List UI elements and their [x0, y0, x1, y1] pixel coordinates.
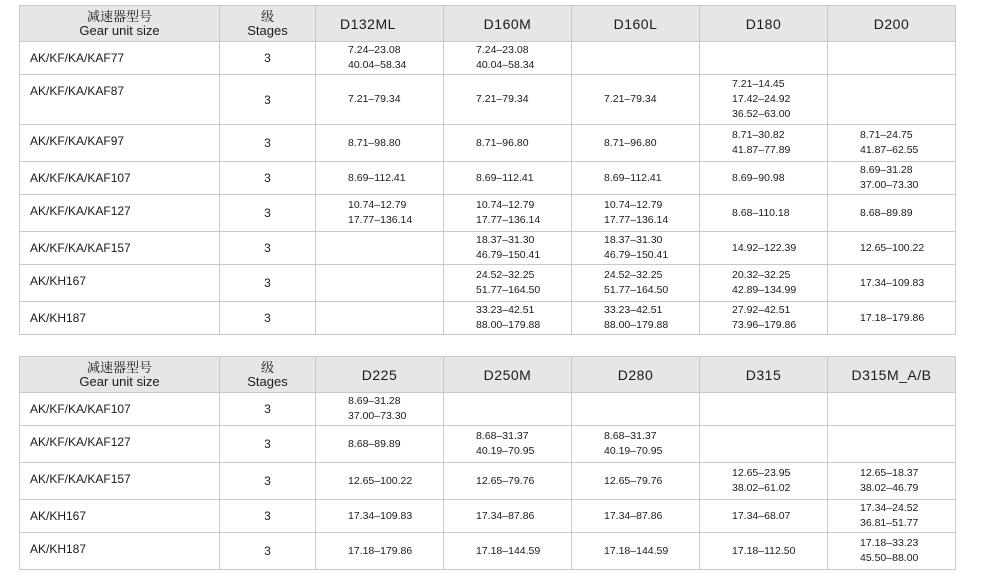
ratio-range: 12.65–79.76: [476, 474, 535, 487]
ratio-range: 17.18–33.23: [860, 537, 919, 549]
ratio-range-cell: [572, 533, 700, 570]
gear-unit-model: AK/KF/KA/KAF107: [20, 162, 220, 195]
stages-en: Stages: [247, 22, 288, 38]
gear-unit-size-header: [20, 357, 220, 393]
ratio-range: 7.21–14.45: [732, 78, 785, 90]
ratio-range: 17.77–136.14: [604, 214, 669, 226]
ratio-range: 38.02–61.02: [732, 482, 791, 494]
ratio-range-cell: [828, 162, 956, 195]
table-row: [20, 265, 956, 302]
table-row: [20, 302, 956, 335]
motor-header: D160M: [444, 6, 572, 42]
ratio-range: 40.19–70.95: [476, 445, 535, 457]
ratio-range: 17.77–136.14: [348, 214, 413, 226]
ratio-range: 8.68–89.89: [348, 437, 401, 450]
table-row: [20, 533, 956, 570]
ratio-range: 41.87–62.55: [860, 144, 919, 156]
ratio-range: 8.71–30.82: [732, 129, 785, 141]
ratio-range-cell: [572, 302, 700, 335]
ratio-range: 8.69–112.41: [476, 171, 534, 184]
header-row: [20, 357, 956, 393]
table-row: [20, 162, 956, 195]
ratio-range-cell: [700, 75, 828, 125]
table-row: [20, 393, 956, 426]
ratio-range: 40.04–58.34: [348, 59, 407, 71]
stages-value: 3: [220, 393, 316, 426]
ratio-range: 17.18–179.86: [348, 544, 413, 557]
motor-header: D250M: [444, 357, 572, 393]
ratio-range-cell: [700, 533, 828, 570]
ratio-range-cell: [828, 500, 956, 533]
ratio-range-cell: [444, 195, 572, 232]
gear-unit-model: AK/KH187: [20, 302, 220, 335]
ratio-range: 33.23–42.51: [476, 304, 535, 316]
stages-en: Stages: [247, 373, 288, 389]
ratio-range-cell: [700, 125, 828, 162]
motor-header: D225: [316, 357, 444, 393]
ratio-range: 36.52–63.00: [732, 108, 791, 120]
gear-unit-model: AK/KF/KA/KAF107: [20, 393, 220, 426]
stages-value: 3: [220, 533, 316, 570]
ratio-range: 20.32–32.25: [732, 269, 791, 281]
ratio-range-cell: [444, 533, 572, 570]
ratio-range-cell: [444, 426, 572, 463]
ratio-range-cell: [444, 42, 572, 75]
ratio-range: 17.18–144.59: [604, 544, 669, 557]
header-row: [20, 6, 956, 42]
ratio-range-cell: [444, 302, 572, 335]
ratio-range: 8.68–110.18: [732, 206, 790, 219]
ratio-range: 46.79–150.41: [604, 249, 669, 261]
ratio-range: 7.24–23.08: [476, 44, 529, 56]
ratio-range-cell: [828, 232, 956, 265]
ratio-range-cell: [700, 162, 828, 195]
motor-header: D315: [700, 357, 828, 393]
gear-unit-model: AK/KF/KA/KAF87: [20, 75, 220, 125]
ratio-range: 38.02–46.79: [860, 482, 919, 494]
ratio-range-cell: [572, 265, 700, 302]
ratio-range: 8.68–89.89: [860, 206, 913, 219]
ratio-range: 40.04–58.34: [476, 59, 535, 71]
ratio-range: 8.71–98.80: [348, 136, 401, 149]
gear-unit-model: AK/KH187: [20, 533, 220, 570]
ratio-range-cell: [444, 162, 572, 195]
gear-unit-model: AK/KF/KA/KAF127: [20, 426, 220, 463]
ratio-range-cell: [828, 125, 956, 162]
ratio-range-cell: [572, 125, 700, 162]
ratio-range: 37.00–73.30: [860, 179, 919, 191]
ratio-range-cell: [828, 75, 956, 125]
table-row: [20, 426, 956, 463]
ratio-range-cell: [700, 463, 828, 500]
ratio-range: 12.65–23.95: [732, 467, 791, 479]
table-row: [20, 232, 956, 265]
stages-value: 3: [220, 162, 316, 195]
ratio-range-cell: [572, 232, 700, 265]
ratio-range: 7.24–23.08: [348, 44, 401, 56]
ratio-range: 17.77–136.14: [476, 214, 541, 226]
gear-unit-model: AK/KF/KA/KAF157: [20, 232, 220, 265]
ratio-range: 12.65–18.37: [860, 467, 919, 479]
ratio-range-cell: [828, 463, 956, 500]
stages-value: 3: [220, 302, 316, 335]
stages-value: 3: [220, 463, 316, 500]
ratio-range: 24.52–32.25: [476, 269, 535, 281]
ratio-range-cell: [444, 125, 572, 162]
ratio-range-cell: [316, 195, 444, 232]
gear-unit-model: AK/KF/KA/KAF157: [20, 463, 220, 500]
ratio-range: 7.21–79.34: [476, 93, 529, 105]
gear-unit-size-cn: 减速器型号: [86, 359, 152, 375]
ratio-range-cell: [444, 265, 572, 302]
ratio-range: 10.74–12.79: [604, 199, 663, 211]
stages-value: 3: [220, 232, 316, 265]
gear-unit-model: AK/KF/KA/KAF77: [20, 42, 220, 75]
ratio-range: 51.77–164.50: [476, 284, 541, 296]
ratio-range: 88.00–179.88: [476, 319, 541, 331]
ratio-range-cell: [828, 533, 956, 570]
ratio-range-cell: [316, 42, 444, 75]
stages-cn: 级: [260, 359, 274, 375]
ratio-range: 10.74–12.79: [476, 199, 535, 211]
ratio-range: 51.77–164.50: [604, 284, 669, 296]
motor-header: D160L: [572, 6, 700, 42]
ratio-range: 12.65–100.22: [348, 474, 413, 487]
ratio-range-cell: [572, 195, 700, 232]
ratio-range: 45.50–88.00: [860, 552, 919, 564]
motor-header: D200: [828, 6, 956, 42]
ratio-range-cell: [316, 232, 444, 265]
table-row: [20, 500, 956, 533]
ratio-range-cell: [316, 162, 444, 195]
ratio-range: 36.81–51.77: [860, 517, 919, 529]
ratio-range-cell: [700, 195, 828, 232]
ratio-range-cell: [444, 232, 572, 265]
ratio-range: 8.69–31.28: [348, 395, 401, 407]
ratio-range: 42.89–134.99: [732, 284, 797, 296]
ratio-range-cell: [828, 265, 956, 302]
stages-header: [220, 357, 316, 393]
ratio-range: 8.69–31.28: [860, 164, 913, 176]
ratio-range-cell: [572, 393, 700, 426]
ratio-range: 7.21–79.34: [604, 93, 657, 105]
ratio-range: 37.00–73.30: [348, 410, 407, 422]
ratio-range-cell: [828, 302, 956, 335]
ratio-range: 73.96–179.86: [732, 319, 797, 331]
gear-unit-model: AK/KF/KA/KAF127: [20, 195, 220, 232]
ratio-range-cell: [700, 393, 828, 426]
ratio-range: 8.71–24.75: [860, 129, 913, 141]
ratio-range: 18.37–31.30: [604, 234, 663, 246]
ratio-range-cell: [316, 533, 444, 570]
gear-unit-model: AK/KH167: [20, 265, 220, 302]
ratio-range: 17.34–109.83: [860, 276, 925, 289]
ratio-range-cell: [700, 500, 828, 533]
ratio-range: 17.18–144.59: [476, 544, 541, 557]
ratio-range-cell: [444, 393, 572, 426]
ratio-range: 8.69–90.98: [732, 171, 785, 184]
ratio-range-cell: [700, 265, 828, 302]
ratio-range-cell: [316, 500, 444, 533]
ratio-range: 17.18–112.50: [732, 544, 796, 557]
ratio-range: 8.71–96.80: [476, 136, 529, 149]
ratio-range-cell: [316, 426, 444, 463]
ratio-range: 14.92–122.39: [732, 241, 797, 254]
ratio-range-cell: [700, 302, 828, 335]
table-row: [20, 195, 956, 232]
stages-cn: 级: [260, 8, 274, 24]
motor-header: D132ML: [316, 6, 444, 42]
motor-header: D315M_A/B: [828, 357, 956, 393]
ratio-range-cell: [572, 463, 700, 500]
gear-unit-size-header: [20, 6, 220, 42]
ratio-range: 18.37–31.30: [476, 234, 535, 246]
stages-value: 3: [220, 265, 316, 302]
ratio-range: 24.52–32.25: [604, 269, 663, 281]
stages-value: 3: [220, 125, 316, 162]
table-body: [20, 42, 956, 335]
ratio-range-cell: [316, 302, 444, 335]
stages-value: 3: [220, 75, 316, 125]
ratio-table-1: [19, 5, 956, 335]
ratio-range: 17.18–179.86: [860, 311, 925, 324]
ratio-range: 12.65–79.76: [604, 474, 663, 487]
gear-unit-size-en: Gear unit size: [79, 373, 160, 389]
ratio-range: 8.71–96.80: [604, 136, 657, 149]
ratio-range-cell: [828, 426, 956, 463]
ratio-range: 88.00–179.88: [604, 319, 669, 331]
stages-value: 3: [220, 195, 316, 232]
ratio-range-cell: [828, 393, 956, 426]
stages-value: 3: [220, 42, 316, 75]
ratio-range-cell: [444, 500, 572, 533]
ratio-range: 8.68–31.37: [604, 430, 657, 442]
ratio-range-cell: [444, 463, 572, 500]
ratio-range: 7.21–79.34: [348, 93, 401, 105]
gear-unit-size-cn: 减速器型号: [86, 8, 152, 24]
gear-unit-model: AK/KF/KA/KAF97: [20, 125, 220, 162]
table-row: [20, 42, 956, 75]
ratio-range-cell: [572, 500, 700, 533]
ratio-range: 10.74–12.79: [348, 199, 407, 211]
ratio-range: 17.34–68.07: [732, 509, 791, 522]
ratio-range: 8.69–112.41: [604, 171, 662, 184]
ratio-range: 17.34–24.52: [860, 502, 919, 514]
ratio-range: 27.92–42.51: [732, 304, 791, 316]
ratio-range: 12.65–100.22: [860, 241, 925, 254]
ratio-range-cell: [572, 426, 700, 463]
ratio-range-cell: [572, 42, 700, 75]
table-body: [20, 393, 956, 570]
ratio-range-cell: [828, 42, 956, 75]
ratio-table-2: [19, 356, 956, 570]
table-row: [20, 125, 956, 162]
ratio-range: 46.79–150.41: [476, 249, 541, 261]
stages-value: 3: [220, 500, 316, 533]
stages-value: 3: [220, 426, 316, 463]
gear-unit-model: AK/KH167: [20, 500, 220, 533]
ratio-range-cell: [700, 232, 828, 265]
ratio-range: 17.34–109.83: [348, 509, 413, 522]
ratio-range-cell: [700, 426, 828, 463]
ratio-range: 8.68–31.37: [476, 430, 529, 442]
ratio-range-cell: [316, 75, 444, 125]
ratio-range: 17.34–87.86: [604, 509, 663, 522]
ratio-range-cell: [828, 195, 956, 232]
motor-header: D280: [572, 357, 700, 393]
ratio-range-cell: [700, 42, 828, 75]
table-row: [20, 75, 956, 125]
motor-header: D180: [700, 6, 828, 42]
ratio-range-cell: [572, 162, 700, 195]
ratio-range-cell: [572, 75, 700, 125]
ratio-range: 33.23–42.51: [604, 304, 663, 316]
table-row: [20, 463, 956, 500]
ratio-range: 17.34–87.86: [476, 509, 535, 522]
ratio-range-cell: [316, 463, 444, 500]
ratio-range: 40.19–70.95: [604, 445, 663, 457]
ratio-range-cell: [316, 265, 444, 302]
ratio-range-cell: [444, 75, 572, 125]
ratio-range-cell: [316, 125, 444, 162]
ratio-range-cell: [316, 393, 444, 426]
stages-header: [220, 6, 316, 42]
gear-unit-size-en: Gear unit size: [79, 22, 160, 38]
ratio-range: 17.42–24.92: [732, 93, 791, 105]
ratio-range: 8.69–112.41: [348, 171, 406, 184]
ratio-range: 41.87–77.89: [732, 144, 791, 156]
